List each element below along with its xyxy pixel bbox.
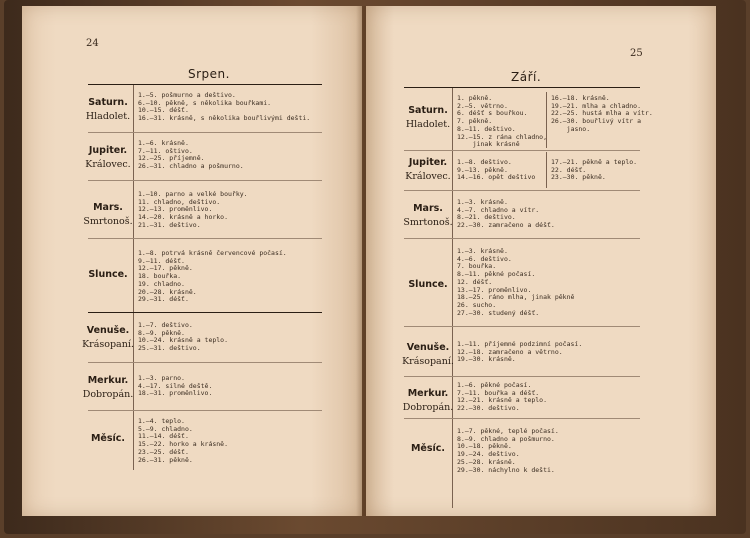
row-divider xyxy=(88,132,322,133)
planet-label xyxy=(80,201,136,229)
weather-notes: 1.—6. krásně. 7.—11. oštivo. 12.—25. příjemně. 26.—31. chladno a pošmurno. xyxy=(138,139,244,171)
planet-name: Jupiter. xyxy=(408,157,448,168)
planet-subtitle: Smrtonoš. xyxy=(403,217,453,228)
planet-name: Saturn. xyxy=(408,105,448,116)
column-divider xyxy=(546,152,547,188)
weather-notes: 1.—11. příjemné podzimní počasí. 12.—18. zamračeno a větrno. 19.—30. krásně. xyxy=(457,340,583,364)
planet-name: Měsíc. xyxy=(90,433,126,444)
row-divider xyxy=(404,326,640,327)
weather-notes: 1. pěkně. 2.—5. větrno. 6. déšť s bouřkou. 7. pěkně. 8.—11. deštivo. 12.—15. z rána chladno, jinak krásně xyxy=(457,94,548,149)
page-number: 25 xyxy=(630,48,643,59)
planet-label xyxy=(80,96,136,124)
planet-label xyxy=(400,104,456,132)
planet-name: Slunce. xyxy=(408,279,448,290)
row-divider xyxy=(404,190,640,191)
planet-subtitle: Smrtonoš. xyxy=(83,216,133,227)
planet-label xyxy=(400,278,456,292)
weather-notes: 1.—3. krásně. 4.—7. chladno a vítr. 8.—21. deštivo. 22.—30. zamračeno a déšť. xyxy=(457,198,555,230)
planet-subtitle: Dobropán. xyxy=(82,389,134,400)
planet-subtitle: Hladolet. xyxy=(85,111,131,122)
planet-name: Mars. xyxy=(93,202,123,213)
weather-notes-continued: 17.—21. pěkně a teplo. 22. déšť. 23.—30. pěkně. xyxy=(551,158,638,182)
planet-name: Merkur. xyxy=(87,375,129,386)
planet-label xyxy=(80,268,136,282)
row-divider xyxy=(88,312,322,313)
row-divider xyxy=(404,238,640,239)
planet-subtitle: Krásopaní. xyxy=(402,356,454,367)
weather-notes: 1.—3. parno. 4.—17. silné deště. 18.—31. proměnlivo. xyxy=(138,374,213,398)
planet-name: Saturn. xyxy=(88,97,128,108)
planet-subtitle: Krásopaní. xyxy=(82,339,134,350)
planet-label xyxy=(80,144,136,172)
month-heading: Srpen. xyxy=(188,67,230,81)
planet-label xyxy=(400,156,456,184)
planet-name: Měsíc. xyxy=(410,443,446,454)
planet-name: Jupiter. xyxy=(88,145,128,156)
planet-subtitle: Hladolet. xyxy=(405,119,451,130)
row-divider xyxy=(88,410,322,411)
row-divider xyxy=(404,418,640,419)
planet-subtitle: Královec. xyxy=(85,159,131,170)
weather-notes: 1.—3. krásně. 4.—6. deštivo. 7. bouřka. 8.—11. pěkné počasí. 12. déšť. 13.—17. proměnlivo. 18.—25. ráno mlha, jinak pěkně 26. sucho. 27.—30. studený déšť. xyxy=(457,247,575,317)
planet-name: Venuše. xyxy=(86,325,130,336)
planet-label xyxy=(398,341,458,369)
planet-label xyxy=(80,432,136,446)
planet-name: Merkur. xyxy=(407,388,449,399)
row-divider xyxy=(88,180,322,181)
weather-notes-continued: 16.—18. krásně. 19.—21. mlha a chladno. 22.—25. hustá mlha a vítr. 26.—30. bouřlivý vítr a jasno. xyxy=(551,94,653,133)
planet-label xyxy=(400,442,456,456)
row-divider xyxy=(88,238,322,239)
weather-notes: 1.—5. pošmurno a deštivo. 6.—10. pěkně, s několika bouřkami. 10.—15. déšť. 16.—31. krásně, s několika bouřlivými dešti. xyxy=(138,91,311,123)
weather-notes: 1.—8. deštivo. 9.—13. pěkně. 14.—16. opět deštivo xyxy=(457,158,536,182)
page-number: 24 xyxy=(86,38,99,49)
row-divider xyxy=(404,150,640,151)
weather-notes: 1.—8. potrvá krásně červencové počasí. 9.—11. déšť. 12.—17. pěkně. 18. bouřka. 19. chladno. 20.—28. krásně. 29.—31. déšť. xyxy=(138,249,287,304)
weather-notes: 1.—6. pěkné počasí. 7.—11. bouřka a déšť. 12.—21. krásně a teplo. 22.—30. deštivo. xyxy=(457,381,548,413)
planet-label xyxy=(400,202,456,230)
planet-name: Mars. xyxy=(413,203,443,214)
row-divider xyxy=(404,376,640,377)
weather-notes: 1.—7. pěkné, teplé počasí. 8.—9. chladno a pošmurno. 10.—18. pěkně. 19.—24. deštivo. 25.—28. krásně. 29.—30. náchylno k dešti. xyxy=(457,427,559,474)
column-divider xyxy=(546,92,547,148)
planet-label xyxy=(398,387,458,415)
planet-name: Slunce. xyxy=(88,269,128,280)
heading-rule xyxy=(404,87,640,88)
weather-notes: 1.—7. deštivo. 8.—9. pěkně. 10.—24. krásně a teplo. 25.—31. deštivo. xyxy=(138,321,229,353)
planet-name: Venuše. xyxy=(406,342,450,353)
row-divider xyxy=(88,362,322,363)
heading-rule xyxy=(88,84,322,85)
planet-label xyxy=(78,374,138,402)
planet-label xyxy=(78,324,138,352)
planet-subtitle: Dobropán. xyxy=(402,402,454,413)
month-heading: Září. xyxy=(511,70,542,84)
planet-subtitle: Královec. xyxy=(405,171,451,182)
weather-notes: 1.—4. teplo. 5.—9. chladno. 11.—14. déšť. 15.—22. horko a krásně. 23.—25. déšť. 26.—31. pěkně. xyxy=(138,417,229,464)
weather-notes: 1.—10. parno a velké bouřky. 11. chladno, deštivo. 12.—13. proměnlivo. 14.—20. krásně a horko. 21.—31. deštivo. xyxy=(138,190,248,229)
